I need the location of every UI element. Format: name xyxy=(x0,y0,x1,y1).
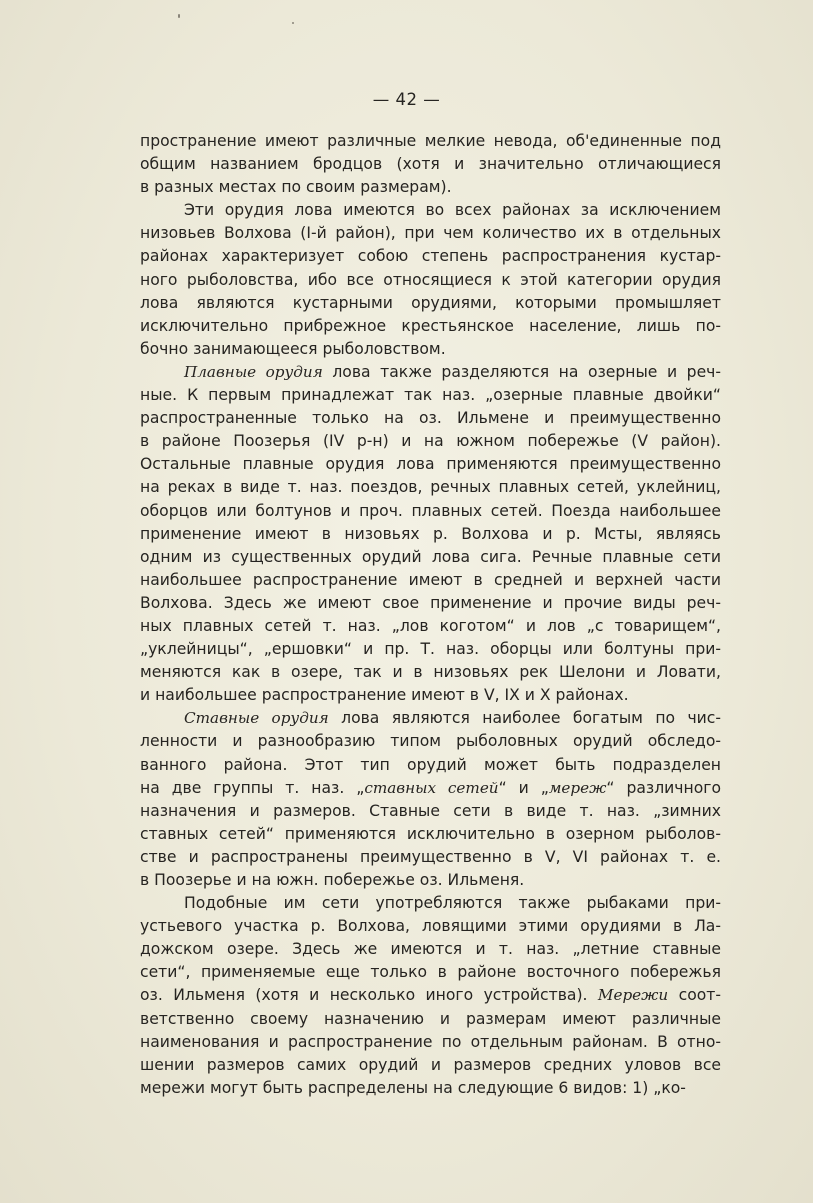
emphasized-term: Плавные орудия xyxy=(184,362,323,381)
text-run: Остальные плавные орудия лова применяются преимущественно xyxy=(140,455,721,474)
paragraph xyxy=(140,199,721,361)
text-run: бочно занимающееся рыболовством. xyxy=(140,339,446,358)
text-line xyxy=(140,1054,721,1077)
text-line xyxy=(140,892,721,915)
text-run: Подобные им сети употребляются также рыбаками при- xyxy=(184,894,721,913)
text-run: шении размеров самих орудий и размеров средних уловов все xyxy=(140,1055,721,1074)
text-run: в Поозерье и на южн. побережье оз. Ильменя. xyxy=(140,871,525,889)
text-run: лова являются наиболее богатым по чис- xyxy=(328,709,722,728)
text-line xyxy=(140,476,721,499)
text-run: ных плавных сетей т. наз. „лов коготом“ и лов „с товарищем“, xyxy=(140,616,721,635)
emphasized-term: мереж xyxy=(548,778,607,797)
text-run: ленности и разнообразию типом рыболовных орудий обследо- xyxy=(140,732,721,751)
text-run: общим названием бродцов (хотя и значительно отличающиеся xyxy=(140,155,721,174)
text-line xyxy=(140,546,721,569)
emphasized-term: ставных сетей xyxy=(364,778,499,797)
text-run: низовьев Волхова (I-й район), при чем количество их в отдельных xyxy=(140,224,721,243)
text-line xyxy=(140,338,721,361)
text-run: исключительно прибрежное крестьянское население, лишь по- xyxy=(140,316,721,335)
text-run: Эти орудия лова имеются во всех районах за исключением xyxy=(184,201,721,220)
text-run: ветственно своему назначению и размерам имеют различные xyxy=(140,1009,721,1028)
text-line xyxy=(140,961,721,984)
text-run: наименования и распространение по отдельным районам. В отно- xyxy=(140,1032,721,1051)
text-run: районах характеризует собою степень распространения кустар- xyxy=(140,247,721,266)
text-line xyxy=(140,407,721,430)
text-line xyxy=(140,245,721,268)
paragraph xyxy=(140,361,721,707)
text-run: ванного района. Этот тип орудий может быть подразделен xyxy=(140,755,721,774)
text-run: “ различного xyxy=(606,778,721,797)
print-speck xyxy=(292,22,294,24)
text-line xyxy=(140,176,721,199)
text-line xyxy=(140,500,721,523)
text-line xyxy=(140,523,721,546)
text-line xyxy=(140,453,721,476)
text-run: одним из существенных орудий лова сига. Речные плавные сети xyxy=(140,547,721,566)
text-line xyxy=(140,1031,721,1054)
text-run: мережи могут быть распределены на следующие 6 видов: 1) „ко- xyxy=(140,1078,686,1097)
text-run: наибольшее распространение имеют в средней и верхней части xyxy=(140,570,721,589)
text-run: “ и „ xyxy=(498,778,549,797)
text-run: и наибольшее распространение имеют в V, IX и X районах. xyxy=(140,686,629,705)
text-line xyxy=(140,361,721,384)
text-line xyxy=(140,384,721,407)
text-line xyxy=(140,777,721,800)
text-run: оборцов или болтунов и проч. плавных сетей. Поезда наибольшее xyxy=(140,501,721,520)
text-line xyxy=(140,800,721,823)
text-line xyxy=(140,269,721,292)
text-run: ного рыболовства, ибо все относящиеся к этой категории орудия xyxy=(140,270,721,289)
text-line xyxy=(140,130,721,153)
text-run: лова также разделяются на озерные и реч- xyxy=(322,362,721,381)
text-run: меняются как в озере, так и в низовьях рек Шелони и Ловати, xyxy=(140,663,721,682)
text-line xyxy=(140,661,721,684)
text-run: пространение имеют различные мелкие невода, об'единенные под xyxy=(140,132,721,150)
emphasized-term: Мережи xyxy=(597,986,669,1005)
text-line xyxy=(140,199,721,222)
text-run: распространенные только на оз. Ильмене и преимущественно xyxy=(140,409,721,428)
text-run: на две группы т. наз. „ xyxy=(140,778,365,797)
text-line xyxy=(140,823,721,846)
text-run: в районе Поозерья (IV р-н) и на южном побережье (V район). xyxy=(140,432,721,451)
text-run: оз. Ильменя (хотя и несколько иного устройства). xyxy=(140,986,598,1005)
text-line xyxy=(140,615,721,638)
paragraph xyxy=(140,130,721,199)
text-run: ставных сетей“ применяются исключительно в озерном рыболов- xyxy=(140,824,721,843)
text-run: в разных местах по своим размерам). xyxy=(140,178,452,197)
text-line xyxy=(140,153,721,176)
text-run: Волхова. Здесь же имеют свое применение и прочие виды реч- xyxy=(140,593,721,612)
text-line xyxy=(140,430,721,453)
text-run: лова являются кустарными орудиями, которыми промышляет xyxy=(140,293,721,312)
text-run: на реках в виде т. наз. поездов, речных плавных сетей, уклейниц, xyxy=(140,478,721,497)
text-run: соот- xyxy=(668,986,721,1005)
text-line xyxy=(140,684,721,707)
text-line xyxy=(140,846,721,869)
text-line xyxy=(140,754,721,777)
text-run: сети“, применяемые еще только в районе восточного побережья xyxy=(140,963,721,982)
text-run: „уклейницы“, „ершовки“ и пр. Т. наз. оборцы или болтуны при- xyxy=(140,640,721,659)
text-line xyxy=(140,730,721,753)
text-line xyxy=(140,707,721,730)
body-text xyxy=(140,130,721,1100)
text-line xyxy=(140,1077,721,1100)
text-line xyxy=(140,938,721,961)
text-line xyxy=(140,869,721,892)
text-run: применение имеют в низовьях р. Волхова и р. Мсты, являясь xyxy=(140,524,721,543)
text-run: назначения и размеров. Ставные сети в виде т. наз. „зимних xyxy=(140,801,721,820)
text-line xyxy=(140,638,721,661)
text-run: ные. К первым принадлежат так наз. „озерные плавные двойки“ xyxy=(140,386,721,405)
print-speck xyxy=(178,14,180,18)
emphasized-term: Ставные орудия xyxy=(184,709,329,728)
text-line xyxy=(140,569,721,592)
page-number: — 42 — xyxy=(372,90,441,109)
paragraph xyxy=(140,707,721,892)
text-run: стве и распространены преимущественно в V, VI районах т. е. xyxy=(140,847,721,866)
text-line xyxy=(140,292,721,315)
paragraph xyxy=(140,892,721,1100)
text-run: устьевого участка р. Волхова, ловящими этими орудиями в Ла- xyxy=(140,917,721,936)
text-line xyxy=(140,915,721,938)
text-line xyxy=(140,222,721,245)
text-run: дожском озере. Здесь же имеются и т. наз. „летние ставные xyxy=(140,940,721,959)
text-line xyxy=(140,592,721,615)
text-line xyxy=(140,1008,721,1031)
text-line xyxy=(140,984,721,1007)
text-line xyxy=(140,315,721,338)
